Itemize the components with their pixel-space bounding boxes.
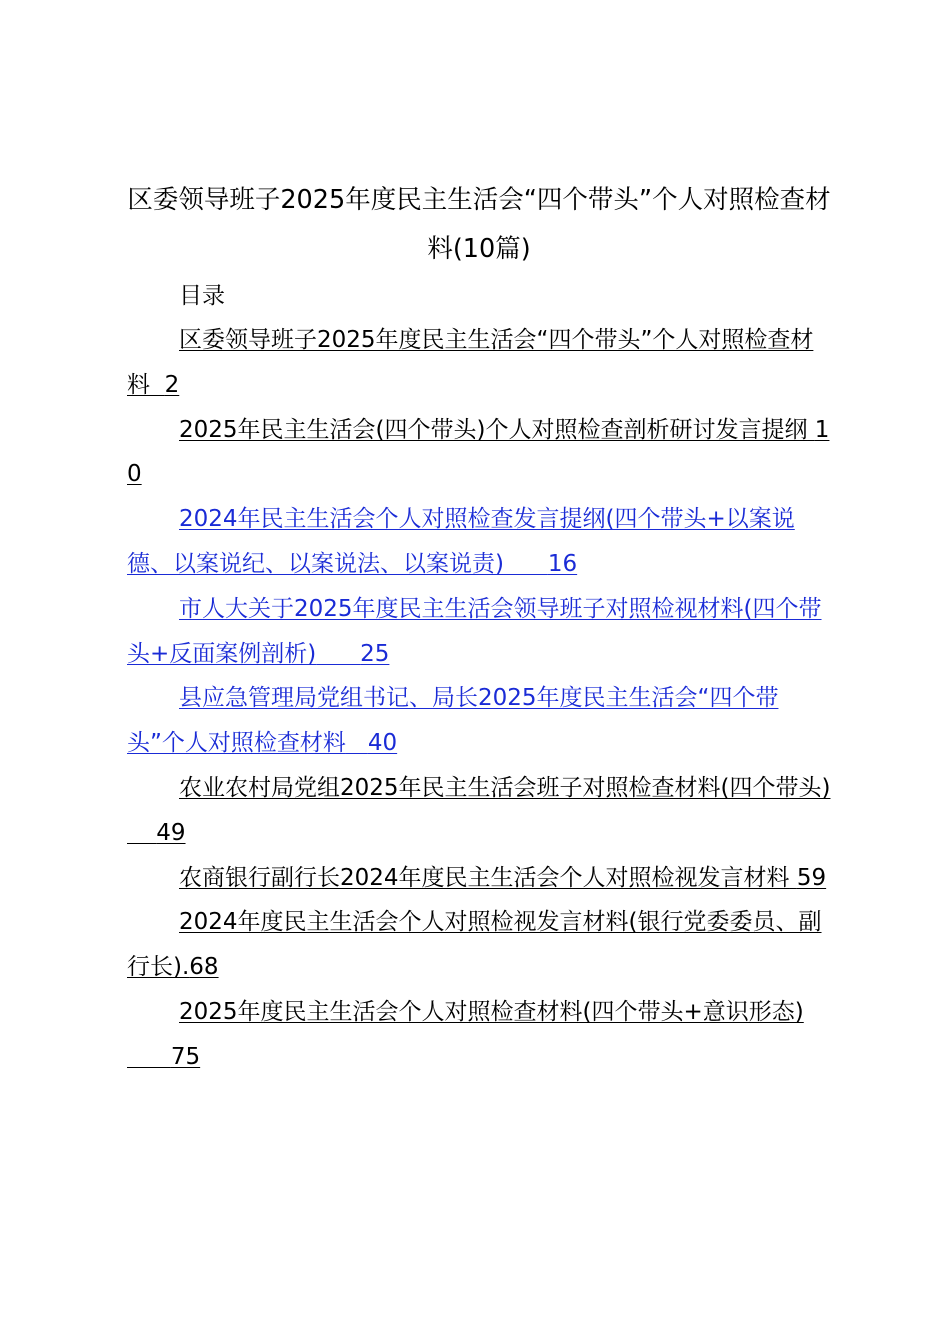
- document-page: [127, 176, 831, 1080]
- toc-entry-separator: [150, 372, 165, 398]
- toc-entry-title: 市人大关于2025年度民主生活会领导班子对照检视材料(四个带头+反面案例剖析): [127, 595, 822, 667]
- toc-entry-separator: [807, 417, 814, 443]
- toc-entry-page-number: 49: [156, 819, 186, 846]
- toc-entry-title: 县应急管理局党组书记、局长2025年度民主生活会“四个带头”个人对照检查材料: [127, 685, 779, 757]
- toc-entry-page-number: 59: [796, 864, 827, 891]
- toc-entry-page-number: 10: [127, 416, 830, 488]
- toc-entry[interactable]: [127, 856, 831, 901]
- toc-entry-title: 2025年民主生活会(四个带头)个人对照检查剖析研讨发言提纲: [179, 416, 808, 443]
- toc-entry-separator: [127, 1044, 171, 1070]
- toc-entry-title: 2024年民主生活会个人对照检查发言提纲(四个带头+以案说德、以案说纪、以案说法、以案说责): [127, 506, 795, 577]
- toc-heading: 目录: [179, 283, 225, 309]
- toc-entry[interactable]: [127, 676, 831, 766]
- document-title: 区委领导班子2025年度民主生活会“四个带头”个人对照检查材料(10篇): [127, 185, 831, 264]
- toc-entry-title: 区委领导班子2025年度民主生活会“四个带头”个人对照检查材料: [127, 327, 814, 398]
- toc-entry[interactable]: [127, 408, 831, 498]
- toc-entry-page-number: 68: [189, 954, 219, 981]
- toc-entry[interactable]: [127, 766, 831, 856]
- toc-entry[interactable]: [127, 900, 831, 990]
- toc-entry-separator: [790, 865, 797, 891]
- toc-entry-title: 2024年度民主生活会个人对照检视发言材料(银行党委委员、副行长).: [127, 909, 822, 981]
- toc-entry[interactable]: [127, 990, 831, 1080]
- toc-entry-title: 农业农村局党组2025年民主生活会班子对照检查材料(四个带头): [179, 774, 831, 801]
- toc-entry-separator: [316, 641, 360, 667]
- toc-entry-page-number: 2: [164, 371, 180, 398]
- toc-entry-page-number: 40: [367, 730, 398, 757]
- toc-entry[interactable]: [127, 587, 831, 677]
- toc-entry-title: 农商银行副行长2024年度民主生活会个人对照检视发言材料: [179, 864, 790, 891]
- toc-entry-page-number: 75: [170, 1043, 201, 1070]
- toc-entry[interactable]: [127, 318, 831, 408]
- toc-entry[interactable]: [127, 497, 831, 587]
- toc-entry-separator: [504, 551, 548, 577]
- table-of-contents: [127, 318, 831, 1080]
- toc-entry-page-number: 16: [547, 550, 578, 577]
- toc-entry-separator: [346, 730, 368, 756]
- toc-entry-page-number: 25: [360, 640, 390, 667]
- toc-entry-title: 2025年度民主生活会个人对照检查材料(四个带头+意识形态): [179, 998, 804, 1025]
- toc-entry-separator: [127, 820, 156, 846]
